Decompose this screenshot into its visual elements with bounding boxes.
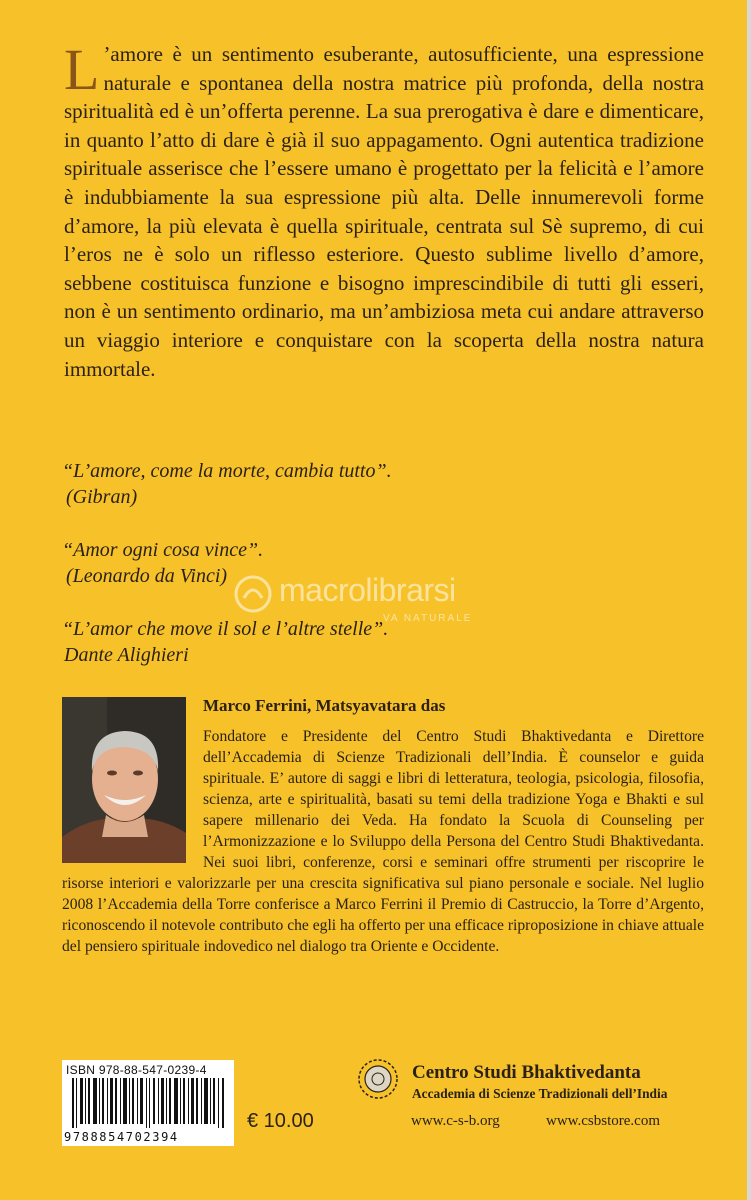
publisher-name: Centro Studi Bhaktivedanta (412, 1062, 641, 1083)
quote-text: “L’amore, come la morte, cambia tutto”. (62, 460, 392, 482)
main-text-body: ’amore è un sentimento esuberante, autosufficiente, una espressione naturale e spontanea della nostra matrice più profonda, della nostra spiritualità ed è un’offerta perenne. La sua prerogativa è dare e dimenticare, in quanto l’atto di dare è già il suo appagamento. Ogni autentica tradizione spirituale asserisce che l’essere umano è progettato per la felicità e l’amore è indubbiamente la sua espressione più alta. Delle innumerevoli forme d’amore, la più elevata è quella spirituale, centrata sul Sè supremo, di cui l’eros ne è solo un riflesso esteriore. Questo sublime livello d’amore, sebbene costituisca funzione e bisogno imprescindibile di tutti gli esseri, non è un sentimento ordinario, ma un’ambiziosa meta cui andare attraverso un viaggio interiore e conquistare con la scoperta della nostra natura immortale. (64, 42, 704, 381)
watermark (233, 572, 533, 632)
quote-text: “L’amor che move il sol e l’altre stelle”. (62, 618, 389, 640)
ean-digits: 9788854702394 (64, 1130, 179, 1144)
publisher-subtitle: Accademia di Scienze Tradizionali dell’India (412, 1086, 668, 1101)
isbn-label: ISBN 978-88-547-0239-4 (66, 1063, 207, 1077)
quote-author: Dante Alighieri (64, 644, 189, 666)
quote-text: “Amor ogni cosa vince”. (62, 539, 264, 561)
watermark-tagline: VA NATURALE (383, 613, 473, 624)
isbn-barcode (62, 1060, 234, 1146)
publisher-url[interactable]: www.c-s-b.org (411, 1113, 500, 1129)
price: € 10.00 (247, 1110, 314, 1132)
author-bio-text: Fondatore e Presidente del Centro Studi Bhaktivedanta e Direttore dell’Accademia di Scienze Tradizionali dell’India. È counselor e guida spirituale. E’ autore di saggi e libri di letteratura, teologia, psicologia, filosofia, scienza, arte e spiritualità, basati su temi della tradizione Yoga e Bhakti e sul sapere millenario dei Veda. Ha fondato la Scuola di Counseling per l’Armonizzazione e lo Sviluppo della Persona del Centro Studi Bhaktivedanta. Nei suoi libri, conferenze, corsi e seminari offre strumenti per riscoprire le risorse interiori e valorizzarle per una crescita significativa sul piano personale e sociale. Nel luglio 2008 l’Accademia della Torre conferisce a Marco Ferrini il Premio di Castruccio, la Torre d’Argento, riconoscendo il notevole contributo che egli ha offerto per una efficace riproposizione in chiave attuale del pensiero spirituale indovedico nel dialogo tra Oriente e Occidente. (62, 728, 704, 955)
main-text (64, 37, 704, 383)
quote-author: (Gibran) (66, 486, 138, 508)
barcode-icon (68, 1078, 228, 1128)
publisher-logo-icon (357, 1058, 399, 1100)
store-url[interactable]: www.csbstore.com (546, 1113, 661, 1129)
drop-cap: L (64, 37, 100, 102)
photo-spacer (62, 726, 203, 866)
watermark-logo-icon (233, 574, 273, 614)
author-bio (62, 726, 704, 957)
watermark-text: macrolibrarsi (279, 572, 456, 608)
author-name: Marco Ferrini, Matsyavatara das (203, 696, 446, 715)
quote-author: (Leonardo da Vinci) (66, 565, 228, 587)
quote (62, 458, 562, 510)
